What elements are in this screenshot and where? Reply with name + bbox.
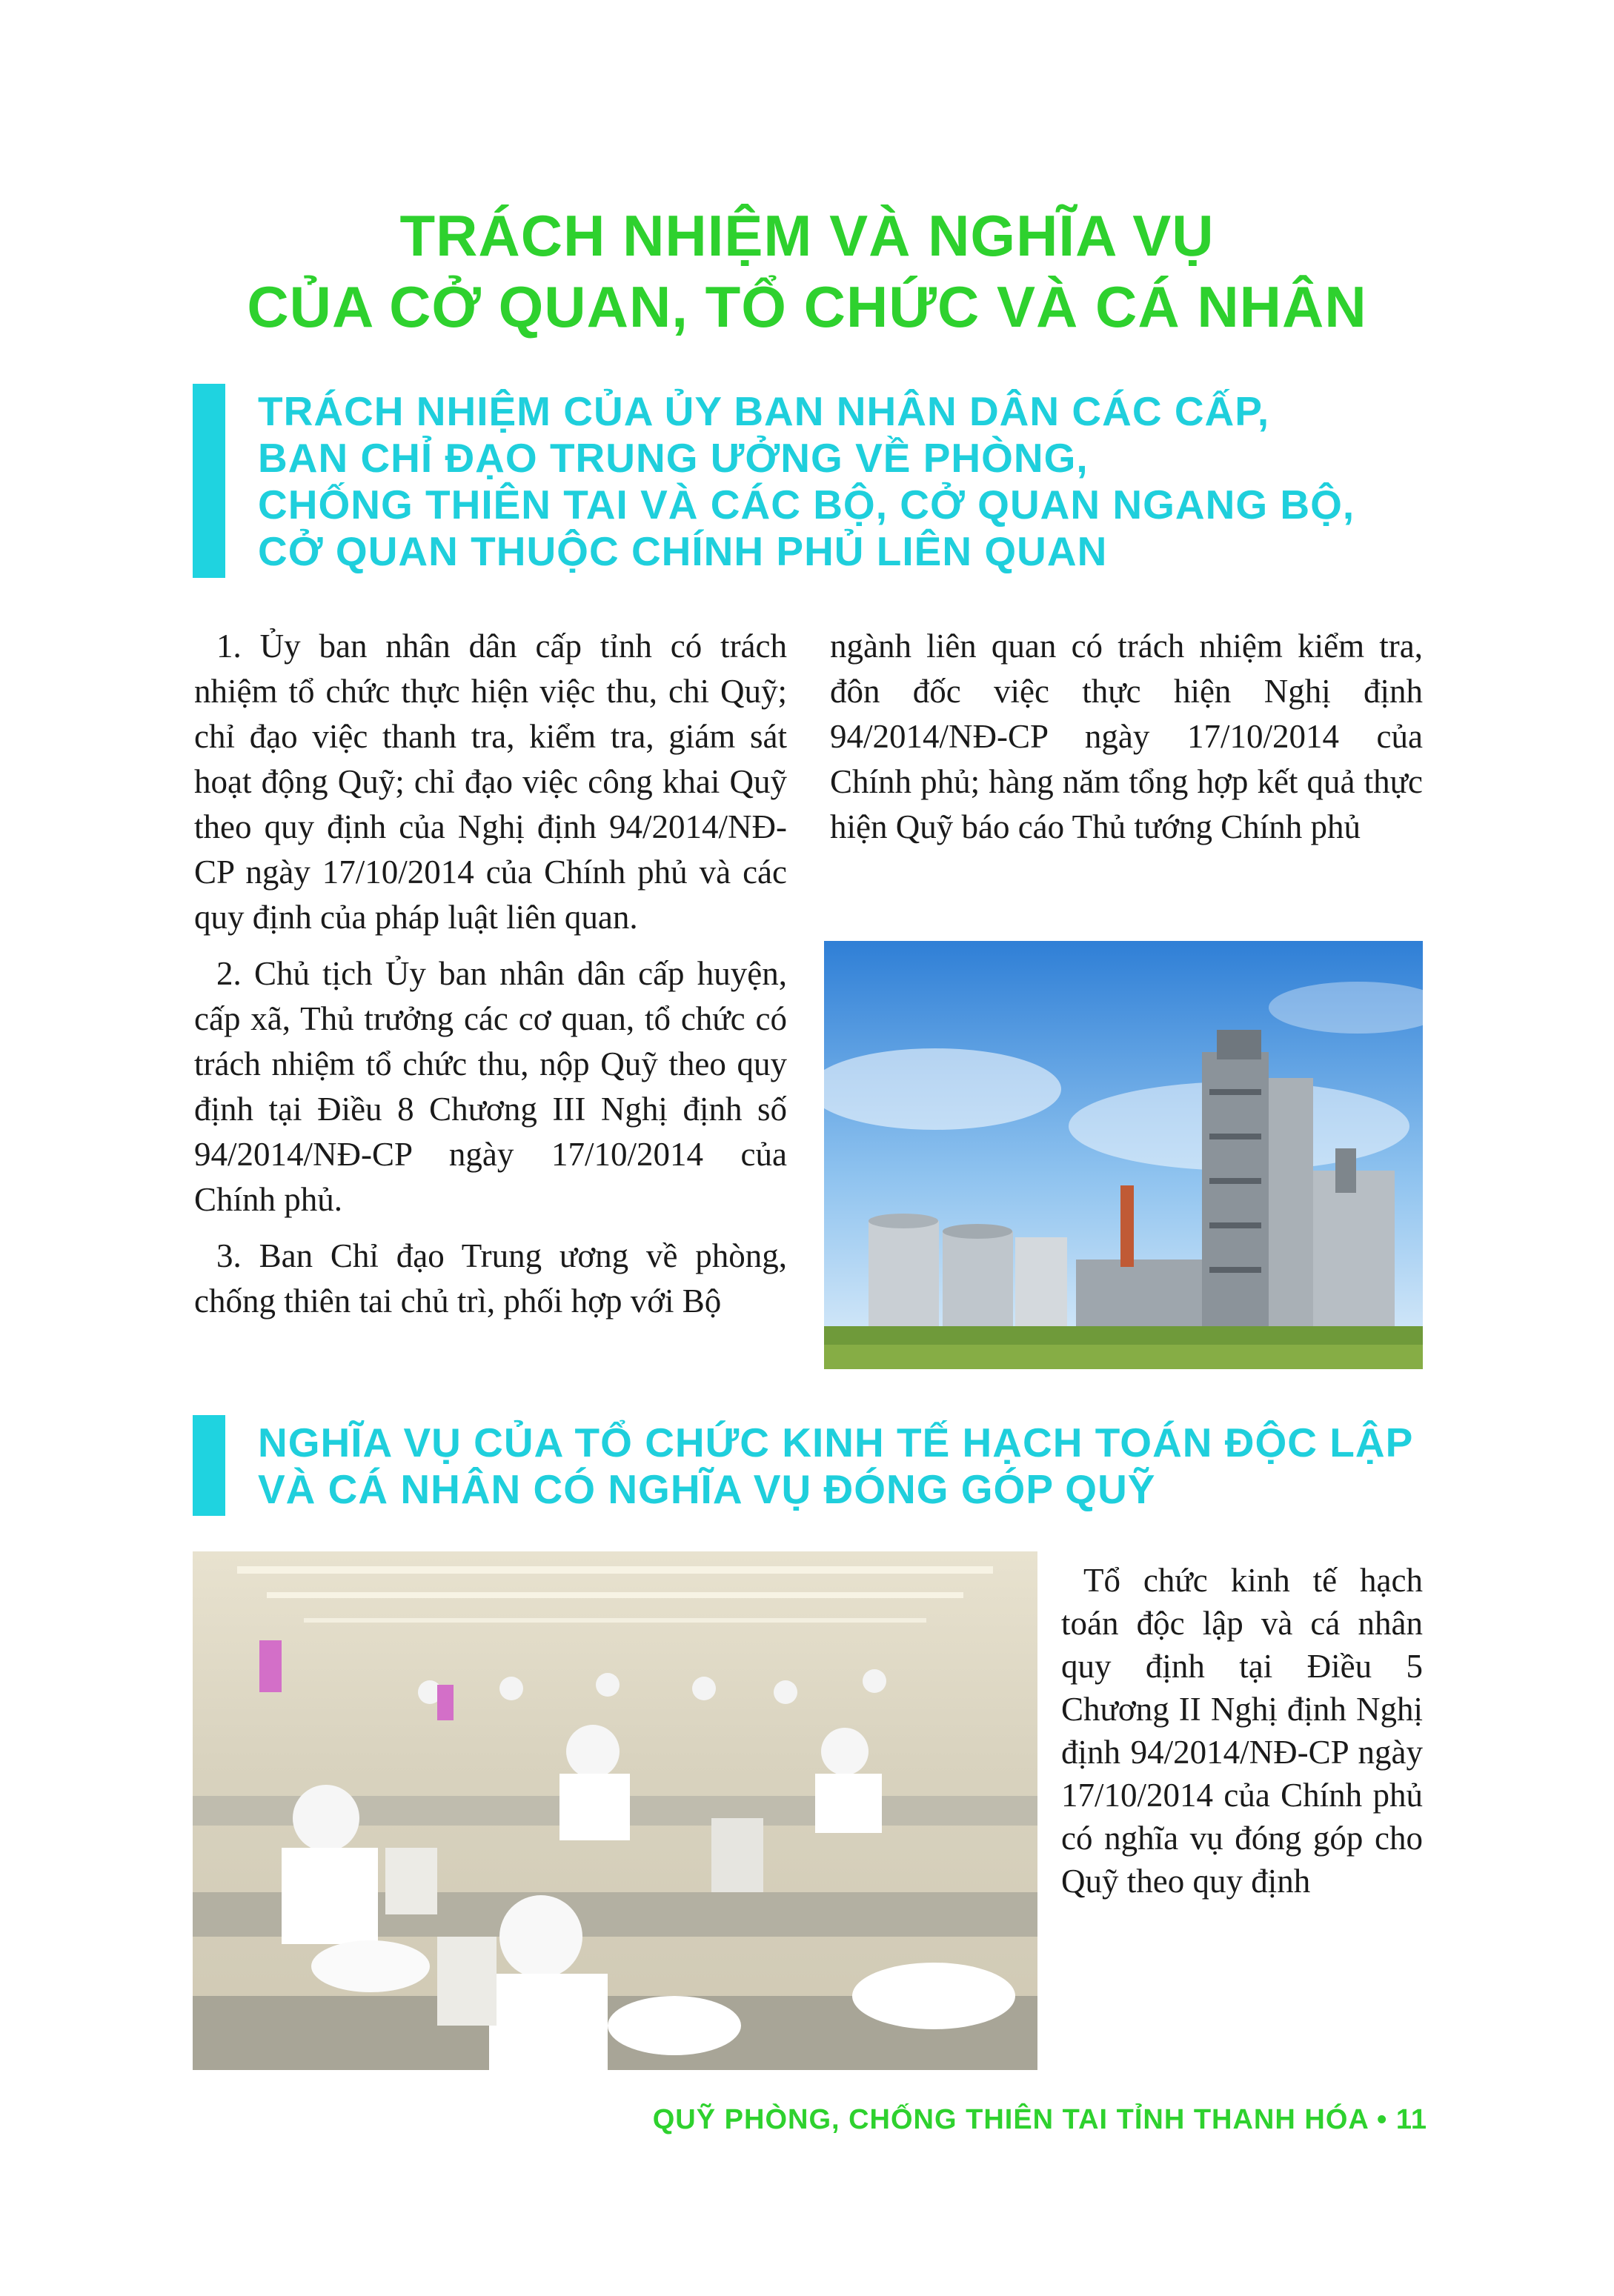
paragraph-3: 3. Ban Chỉ đạo Trung ương về phòng, chống thiên tai chủ trì, phối hợp với Bộ xyxy=(194,1237,787,1320)
paragraph-2: 2. Chủ tịch Ủy ban nhân dân cấp huyện, cấp xã, Thủ trưởng các cơ quan, tổ chức có trách nhiệm tổ chức thu, nộp Quỹ theo quy định tại Điều 8 Chương III Nghị định số 94/2014/NĐ-CP ngày 17/10/2014 của Chính phủ. xyxy=(194,955,787,1218)
section-1-heading-line: TRÁCH NHIỆM CỦA ỦY BAN NHÂN DÂN CÁC CẤP, xyxy=(258,388,1270,434)
garment-factory-photo xyxy=(193,1551,1037,2070)
paragraph-1: 1. Ủy ban nhân dân cấp tỉnh có trách nhiệm tổ chức thực hiện việc thu, chi Quỹ; chỉ đạo việc thanh tra, kiểm tra, giám sát hoạt động Quỹ; chỉ đạo việc công khai Quỹ theo quy định của Nghị định 94/2014/NĐ-CP ngày 17/10/2014 của Chính phủ và các quy định của pháp luật liên quan. xyxy=(194,628,787,936)
section-2-heading-line: NGHĨA VỤ CỦA TỔ CHỨC KINH TẾ HẠCH TOÁN ĐỘC LẬP xyxy=(258,1420,1414,1465)
section-1-left-column xyxy=(194,624,787,1335)
section-1-heading-line: BAN CHỈ ĐẠO TRUNG ƯỞNG VỀ PHÒNG, xyxy=(258,435,1089,481)
section-1-heading-line: CHỐNG THIÊN TAI VÀ CÁC BỘ, CỞ QUAN NGANG BỘ, xyxy=(258,482,1355,528)
page-footer: QUỸ PHÒNG, CHỐNG THIÊN TAI TỈNH THANH HÓA • 11 xyxy=(652,2104,1427,2135)
section-2-text-column xyxy=(1061,1559,1423,1914)
section-2-accent-bar xyxy=(193,1415,225,1516)
section-1-heading-line: CỞ QUAN THUỘC CHÍNH PHỦ LIÊN QUAN xyxy=(258,528,1108,574)
section-2-paragraph: Tổ chức kinh tế hạch toán độc lập và cá nhân quy định tại Điều 5 Chương II Nghị định Nghị định 94/2014/NĐ-CP ngày 17/10/2014 của Chính phủ có nghĩa vụ đóng góp cho Quỹ theo quy định xyxy=(1061,1562,1423,1900)
section-2-heading-line: VÀ CÁ NHÂN CÓ NGHĨA VỤ ĐÓNG GÓP QUỸ xyxy=(258,1466,1156,1512)
page-title-line-2: CỦA CỞ QUAN, TỔ CHỨC VÀ CÁ NHÂN xyxy=(247,274,1367,339)
section-1-right-column xyxy=(830,624,1423,861)
cement-factory-photo xyxy=(824,941,1423,1369)
page-title xyxy=(0,200,1614,342)
page-title-line-1: TRÁCH NHIỆM VÀ NGHĨA VỤ xyxy=(399,203,1215,268)
section-1-accent-bar xyxy=(193,384,225,578)
paragraph-3-continuation: ngành liên quan có trách nhiệm kiểm tra, đôn đốc việc thực hiện Nghị định 94/2014/NĐ-CP ngày 17/10/2014 của Chính phủ; hàng năm tổng hợp kết quả thực hiện Quỹ báo cáo Thủ tướng Chính phủ xyxy=(830,628,1423,845)
